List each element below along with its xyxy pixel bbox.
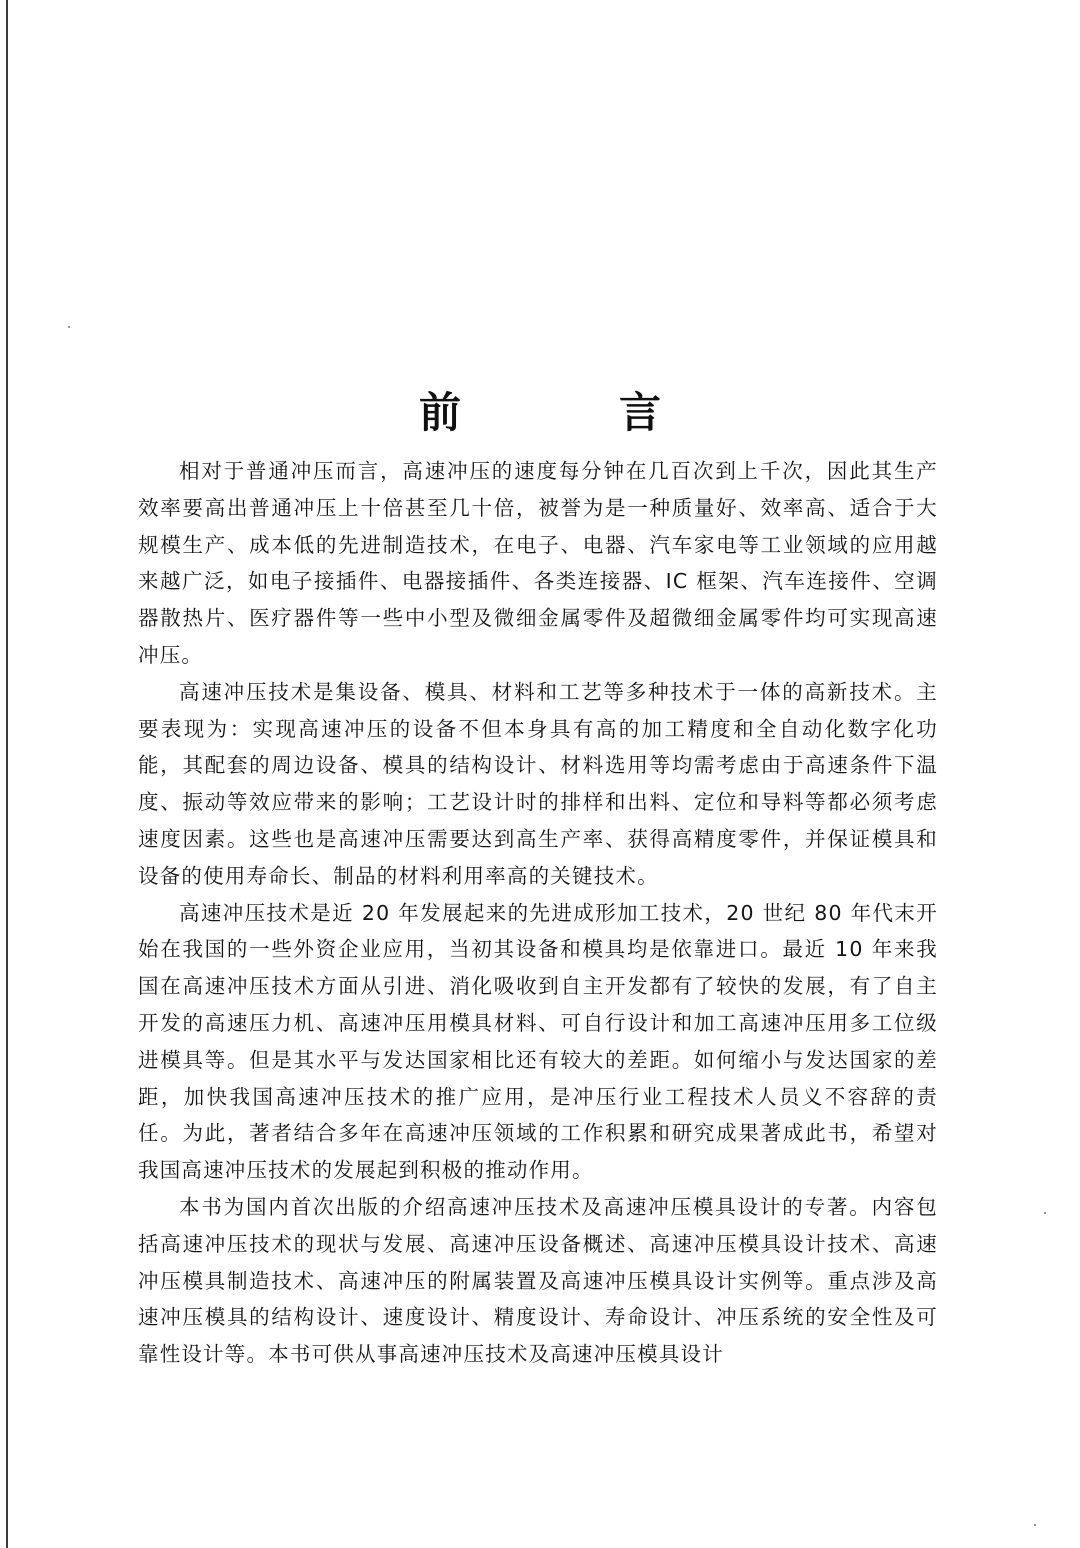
scan-speck <box>1034 1524 1036 1526</box>
scan-speck <box>1044 1212 1046 1214</box>
page-title: 前 言 <box>418 388 719 438</box>
paragraph: 相对于普通冲压而言，高速冲压的速度每分钟在几百次到上千次，因此其生产效率要高出普通冲压上十倍甚至几十倍，被誉为是一种质量好、效率高、适合于大规模生产、成本低的先进制造技术，在电子、电器、汽车家电等工业领域的应用越来越广泛，如电子接插件、电器接插件、各类连接器、IC 框架、汽车连接件、空调器散热片、医疗器件等一些中小型及微细金属零件及超微细金属零件均可实现高速冲压。 <box>138 459 938 667</box>
paragraph: 本书为国内首次出版的介绍高速冲压技术及高速冲压模具设计的专著。内容包括高速冲压技术的现状与发展、高速冲压设备概述、高速冲压模具设计技术、高速冲压模具制造技术、高速冲压的附属装置及高速冲压模具设计实例等。重点涉及高速冲压模具的结构设计、速度设计、精度设计、寿命设计、冲压系统的安全性及可靠性设计等。本书可供从事高速冲压技术及高速冲压模具设计 <box>138 1194 938 1367</box>
scan-speck <box>68 326 70 328</box>
page-edge <box>6 0 8 1548</box>
preface-body <box>138 453 938 1373</box>
paragraph: 高速冲压技术是集设备、模具、材料和工艺等多种技术于一体的高新技术。主要表现为：实现高速冲压的设备不但本身具有高的加工精度和全自动化数字化功能，其配套的周边设备、模具的结构设计、材料选用等均需考虑由于高速条件下温度、振动等效应带来的影响；工艺设计时的排样和出料、定位和导料等都必须考虑速度因素。这些也是高速冲压需要达到高生产率、获得高精度零件，并保证模具和设备的使用寿命长、制品的材料利用率高的关键技术。 <box>138 679 938 888</box>
paragraph: 高速冲压技术是近 20 年发展起来的先进成形加工技术，20 世纪 80 年代末开始在我国的一些外资企业应用，当初其设备和模具均是依靠进口。最近 10 年来我国在高速冲压技术方面从引进、消化吸收到自主开发都有了较快的发展，有了自主开发的高速压力机、高速冲压用模具材料、可自行设计和加工高速冲压用多工位级进模具等。但是其水平与发达国家相比还有较大的差距。如何缩小与发达国家的差距，加快我国高速冲压技术的推广应用，是冲压行业工程技术人员义不容辞的责任。为此，著者结合多年在高速冲压领域的工作积累和研究成果著成此书，希望对我国高速冲压技术的发展起到积极的推动作用。 <box>138 900 938 1183</box>
